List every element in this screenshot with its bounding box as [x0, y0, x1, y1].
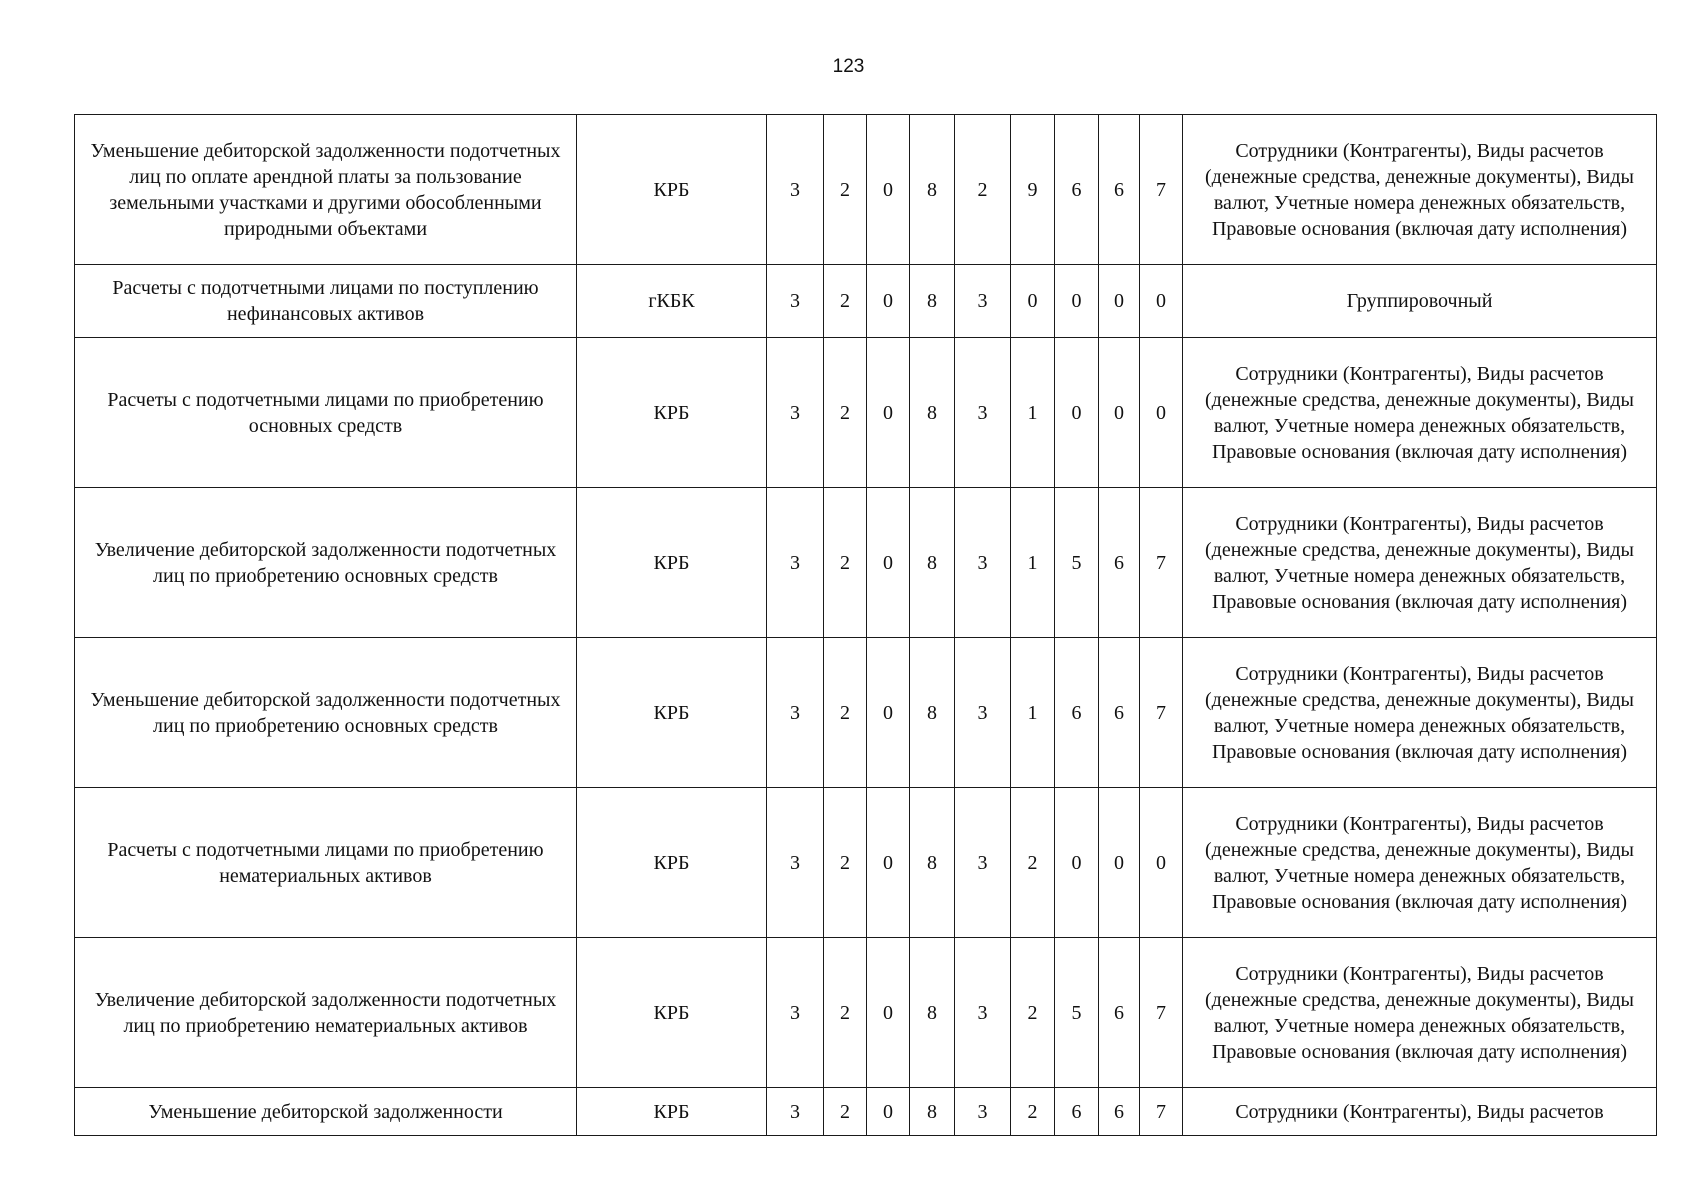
code-digit-cell: 2: [955, 115, 1011, 265]
code-digit-cell: 3: [955, 1088, 1011, 1136]
account-type-cell: КРБ: [577, 938, 767, 1088]
code-digit-cell: 2: [824, 1088, 867, 1136]
analytics-cell: Сотрудники (Контрагенты), Виды расчетов (денежные средства, денежные документы), Виды валют, Учетные номера денежных обязательств, Правовые основания (включая дату исполнения): [1183, 938, 1657, 1088]
account-type-cell: КРБ: [577, 1088, 767, 1136]
code-digit-cell: 8: [910, 638, 955, 788]
code-digit-cell: 0: [867, 938, 910, 1088]
code-digit-cell: 2: [1011, 938, 1055, 1088]
code-digit-cell: 2: [824, 265, 867, 338]
table-row: [75, 938, 1657, 1088]
code-digit-cell: 8: [910, 338, 955, 488]
code-digit-cell: 0: [1140, 265, 1183, 338]
table-row: [75, 788, 1657, 938]
code-digit-cell: 0: [1055, 788, 1099, 938]
account-type-cell: КРБ: [577, 488, 767, 638]
account-name-cell: Увеличение дебиторской задолженности подотчетных лиц по приобретению нематериальных активов: [75, 938, 577, 1088]
code-digit-cell: 3: [955, 638, 1011, 788]
code-digit-cell: 7: [1140, 488, 1183, 638]
analytics-cell: Сотрудники (Контрагенты), Виды расчетов (денежные средства, денежные документы), Виды валют, Учетные номера денежных обязательств, Правовые основания (включая дату исполнения): [1183, 638, 1657, 788]
code-digit-cell: 0: [1099, 338, 1140, 488]
account-type-cell: КРБ: [577, 638, 767, 788]
code-digit-cell: 7: [1140, 638, 1183, 788]
account-type-cell: гКБК: [577, 265, 767, 338]
code-digit-cell: 2: [1011, 788, 1055, 938]
page-number: 123: [832, 56, 865, 77]
account-name-cell: Расчеты с подотчетными лицами по приобретению нематериальных активов: [75, 788, 577, 938]
table-row: [75, 1088, 1657, 1136]
code-digit-cell: 3: [767, 265, 824, 338]
code-digit-cell: 2: [824, 115, 867, 265]
code-digit-cell: 3: [767, 788, 824, 938]
code-digit-cell: 3: [767, 1088, 824, 1136]
analytics-cell: Сотрудники (Контрагенты), Виды расчетов: [1183, 1088, 1657, 1136]
code-digit-cell: 3: [767, 938, 824, 1088]
code-digit-cell: 6: [1099, 488, 1140, 638]
code-digit-cell: 0: [1055, 265, 1099, 338]
account-name-cell: Уменьшение дебиторской задолженности подотчетных лиц по приобретению основных средств: [75, 638, 577, 788]
code-digit-cell: 8: [910, 115, 955, 265]
code-digit-cell: 2: [824, 338, 867, 488]
code-digit-cell: 0: [867, 488, 910, 638]
account-name-cell: Уменьшение дебиторской задолженности подотчетных лиц по оплате арендной платы за пользование земельными участками и другими обособленными природными объектами: [75, 115, 577, 265]
code-digit-cell: 0: [1099, 788, 1140, 938]
analytics-cell: Сотрудники (Контрагенты), Виды расчетов (денежные средства, денежные документы), Виды валют, Учетные номера денежных обязательств, Правовые основания (включая дату исполнения): [1183, 488, 1657, 638]
code-digit-cell: 1: [1011, 338, 1055, 488]
account-type-cell: КРБ: [577, 788, 767, 938]
code-digit-cell: 1: [1011, 638, 1055, 788]
code-digit-cell: 3: [767, 488, 824, 638]
code-digit-cell: 2: [824, 638, 867, 788]
analytics-cell: Группировочный: [1183, 265, 1657, 338]
code-digit-cell: 7: [1140, 938, 1183, 1088]
code-digit-cell: 3: [955, 938, 1011, 1088]
code-digit-cell: 0: [1140, 788, 1183, 938]
analytics-cell: Сотрудники (Контрагенты), Виды расчетов (денежные средства, денежные документы), Виды валют, Учетные номера денежных обязательств, Правовые основания (включая дату исполнения): [1183, 338, 1657, 488]
analytics-cell: Сотрудники (Контрагенты), Виды расчетов (денежные средства, денежные документы), Виды валют, Учетные номера денежных обязательств, Правовые основания (включая дату исполнения): [1183, 788, 1657, 938]
code-digit-cell: 1: [1011, 488, 1055, 638]
code-digit-cell: 2: [824, 488, 867, 638]
code-digit-cell: 0: [867, 338, 910, 488]
code-digit-cell: 0: [1099, 265, 1140, 338]
code-digit-cell: 0: [867, 265, 910, 338]
code-digit-cell: 0: [1011, 265, 1055, 338]
table-row: [75, 488, 1657, 638]
analytics-cell: Сотрудники (Контрагенты), Виды расчетов (денежные средства, денежные документы), Виды валют, Учетные номера денежных обязательств, Правовые основания (включая дату исполнения): [1183, 115, 1657, 265]
code-digit-cell: 3: [955, 338, 1011, 488]
account-name-cell: Расчеты с подотчетными лицами по приобретению основных средств: [75, 338, 577, 488]
code-digit-cell: 5: [1055, 488, 1099, 638]
code-digit-cell: 6: [1099, 1088, 1140, 1136]
table-row: [75, 115, 1657, 265]
code-digit-cell: 3: [955, 265, 1011, 338]
code-digit-cell: 0: [1140, 338, 1183, 488]
code-digit-cell: 3: [955, 488, 1011, 638]
code-digit-cell: 8: [910, 265, 955, 338]
code-digit-cell: 6: [1099, 938, 1140, 1088]
table-row: [75, 338, 1657, 488]
code-digit-cell: 6: [1099, 115, 1140, 265]
table-row: [75, 265, 1657, 338]
code-digit-cell: 3: [767, 338, 824, 488]
account-name-cell: Увеличение дебиторской задолженности подотчетных лиц по приобретению основных средств: [75, 488, 577, 638]
code-digit-cell: 6: [1055, 1088, 1099, 1136]
code-digit-cell: 5: [1055, 938, 1099, 1088]
account-name-cell: Уменьшение дебиторской задолженности: [75, 1088, 577, 1136]
code-digit-cell: 0: [867, 788, 910, 938]
code-digit-cell: 0: [867, 1088, 910, 1136]
account-name-cell: Расчеты с подотчетными лицами по поступлению нефинансовых активов: [75, 265, 577, 338]
code-digit-cell: 8: [910, 488, 955, 638]
code-digit-cell: 8: [910, 788, 955, 938]
code-digit-cell: 7: [1140, 115, 1183, 265]
code-digit-cell: 3: [767, 638, 824, 788]
code-digit-cell: 2: [824, 788, 867, 938]
code-digit-cell: 2: [1011, 1088, 1055, 1136]
code-digit-cell: 2: [824, 938, 867, 1088]
code-digit-cell: 8: [910, 1088, 955, 1136]
account-type-cell: КРБ: [577, 115, 767, 265]
code-digit-cell: 3: [955, 788, 1011, 938]
code-digit-cell: 8: [910, 938, 955, 1088]
code-digit-cell: 6: [1055, 115, 1099, 265]
code-digit-cell: 3: [767, 115, 824, 265]
code-digit-cell: 0: [867, 638, 910, 788]
account-table: [74, 114, 1657, 1136]
code-digit-cell: 7: [1140, 1088, 1183, 1136]
code-digit-cell: 9: [1011, 115, 1055, 265]
code-digit-cell: 6: [1055, 638, 1099, 788]
code-digit-cell: 6: [1099, 638, 1140, 788]
account-type-cell: КРБ: [577, 338, 767, 488]
code-digit-cell: 0: [1055, 338, 1099, 488]
table-row: [75, 638, 1657, 788]
code-digit-cell: 0: [867, 115, 910, 265]
